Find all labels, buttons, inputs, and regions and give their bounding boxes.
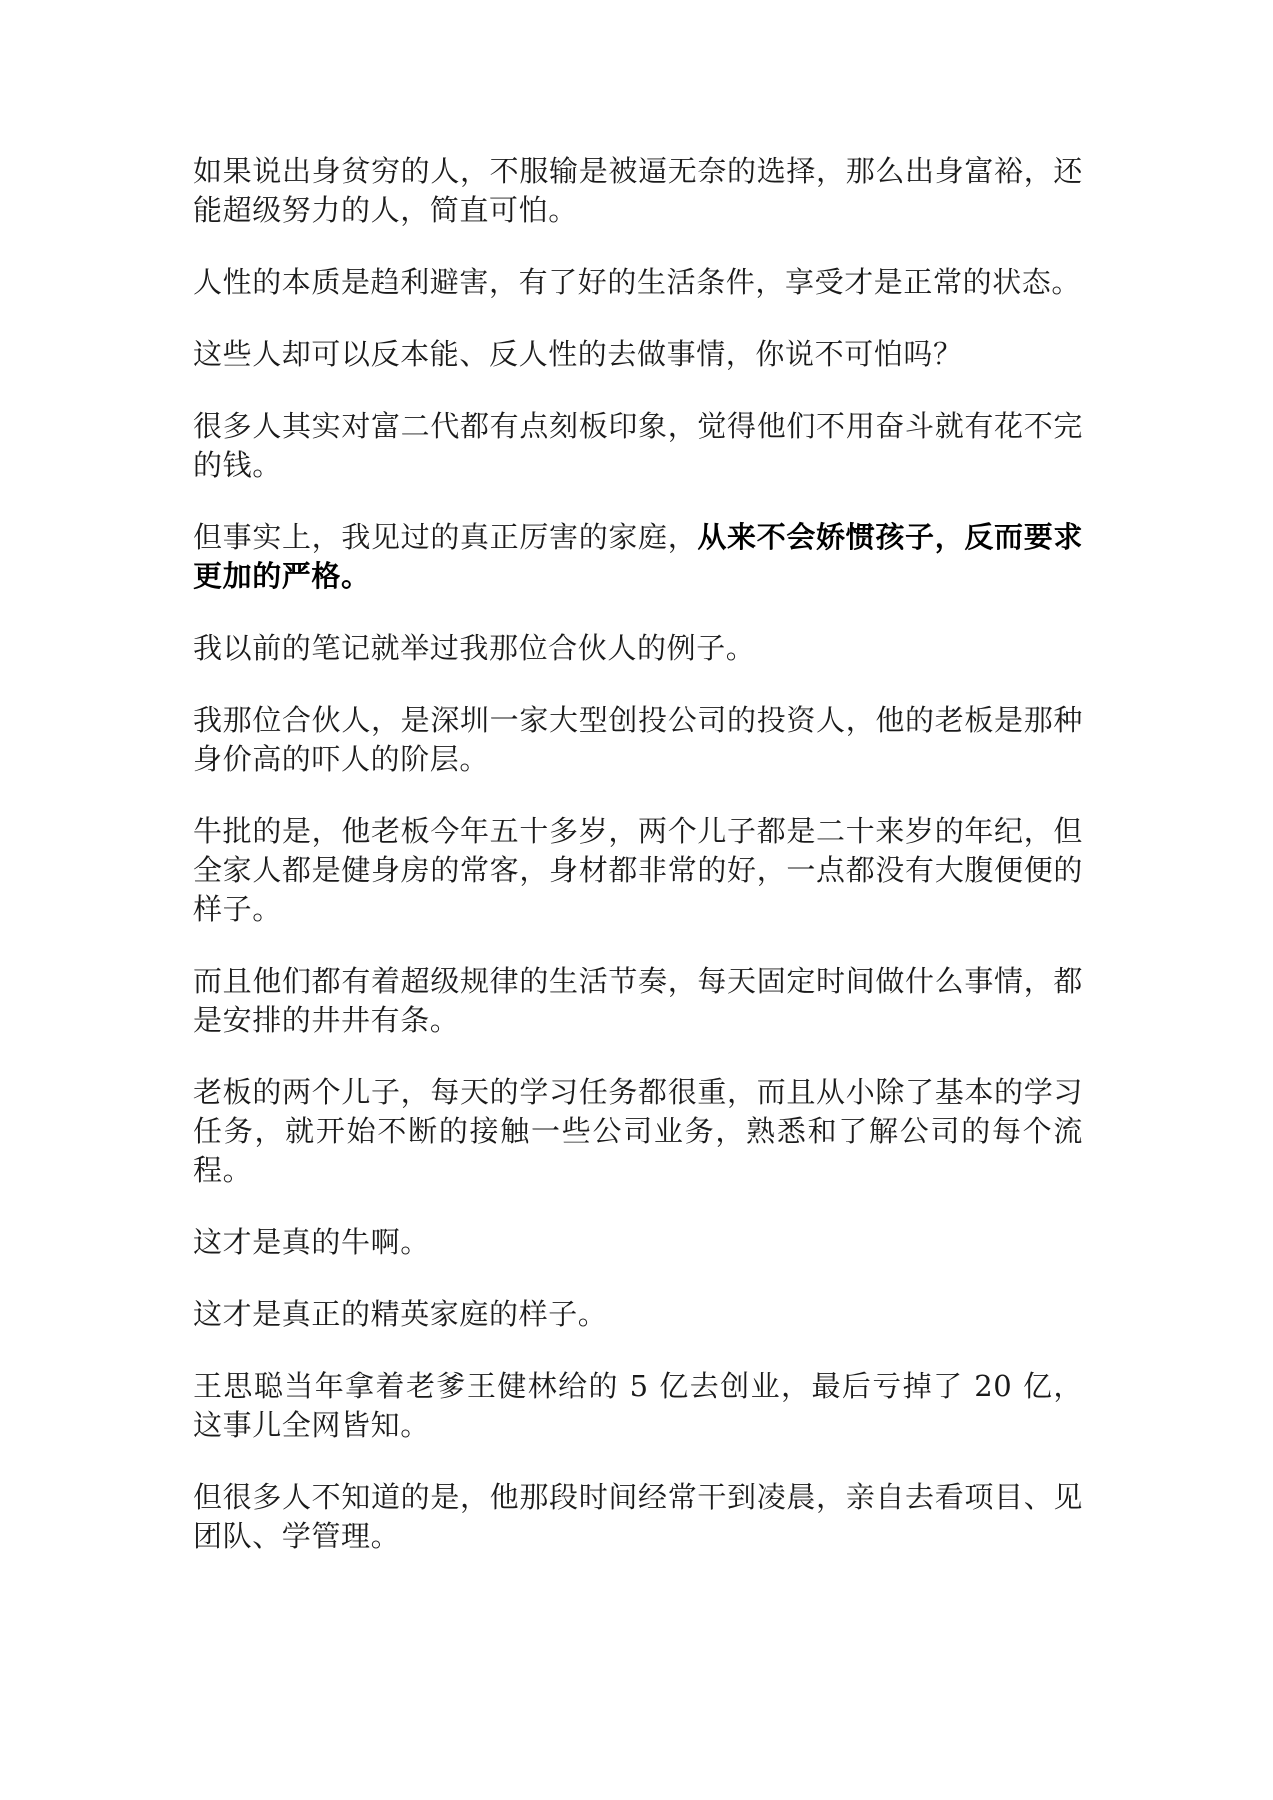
paragraph [193,1073,1083,1190]
paragraph [193,407,1083,485]
text-run: 人性的本质是趋利避害，有了好的生活条件，享受才是正常的状态。 [193,265,1082,299]
paragraph [193,335,1083,374]
article-body [193,152,1083,1589]
text-run: 老板的两个儿子，每天的学习任务都很重，而且从小除了基本的学习任务，就开始不断的接触一些公司业务，熟悉和了解公司的每个流程。 [193,1075,1083,1187]
paragraph [193,629,1083,668]
text-run: 这些人却可以反本能、反人性的去做事情，你说不可怕吗？ [193,337,963,371]
text-run: 王思聪当年拿着老爹王健林给的 5 亿去创业，最后亏掉了 20 亿，这事儿全网皆知。 [193,1369,1083,1442]
paragraph [193,812,1083,929]
paragraph [193,701,1083,779]
text-run: 我以前的笔记就举过我那位合伙人的例子。 [193,631,756,665]
text-run: 但事实上，我见过的真正厉害的家庭， [193,520,698,554]
text-run: 但很多人不知道的是，他那段时间经常干到凌晨，亲自去看项目、见团队、学管理。 [193,1480,1083,1553]
paragraph [193,962,1083,1040]
text-run: 牛批的是，他老板今年五十多岁，两个儿子都是二十来岁的年纪，但全家人都是健身房的常客，身材都非常的好，一点都没有大腹便便的样子。 [193,814,1083,926]
text-run: 而且他们都有着超级规律的生活节奏，每天固定时间做什么事情，都是安排的井井有条。 [193,964,1083,1037]
text-run: 这才是真正的精英家庭的样子。 [193,1297,608,1331]
paragraph [193,518,1083,596]
paragraph [193,263,1083,302]
paragraph [193,1367,1083,1445]
text-run: 我那位合伙人，是深圳一家大型创投公司的投资人，他的老板是那种身价高的吓人的阶层。 [193,703,1083,776]
text-run: 很多人其实对富二代都有点刻板印象，觉得他们不用奋斗就有花不完的钱。 [193,409,1083,482]
text-run: 这才是真的牛啊。 [193,1225,430,1259]
paragraph [193,152,1083,230]
text-run: 如果说出身贫穷的人，不服输是被逼无奈的选择，那么出身富裕，还能超级努力的人，简直可怕。 [193,154,1083,227]
paragraph [193,1478,1083,1556]
bold-text-run: 从来不会娇惯孩子，反而要求更加的严格。 [193,520,1083,593]
paragraph [193,1295,1083,1334]
paragraph [193,1223,1083,1262]
